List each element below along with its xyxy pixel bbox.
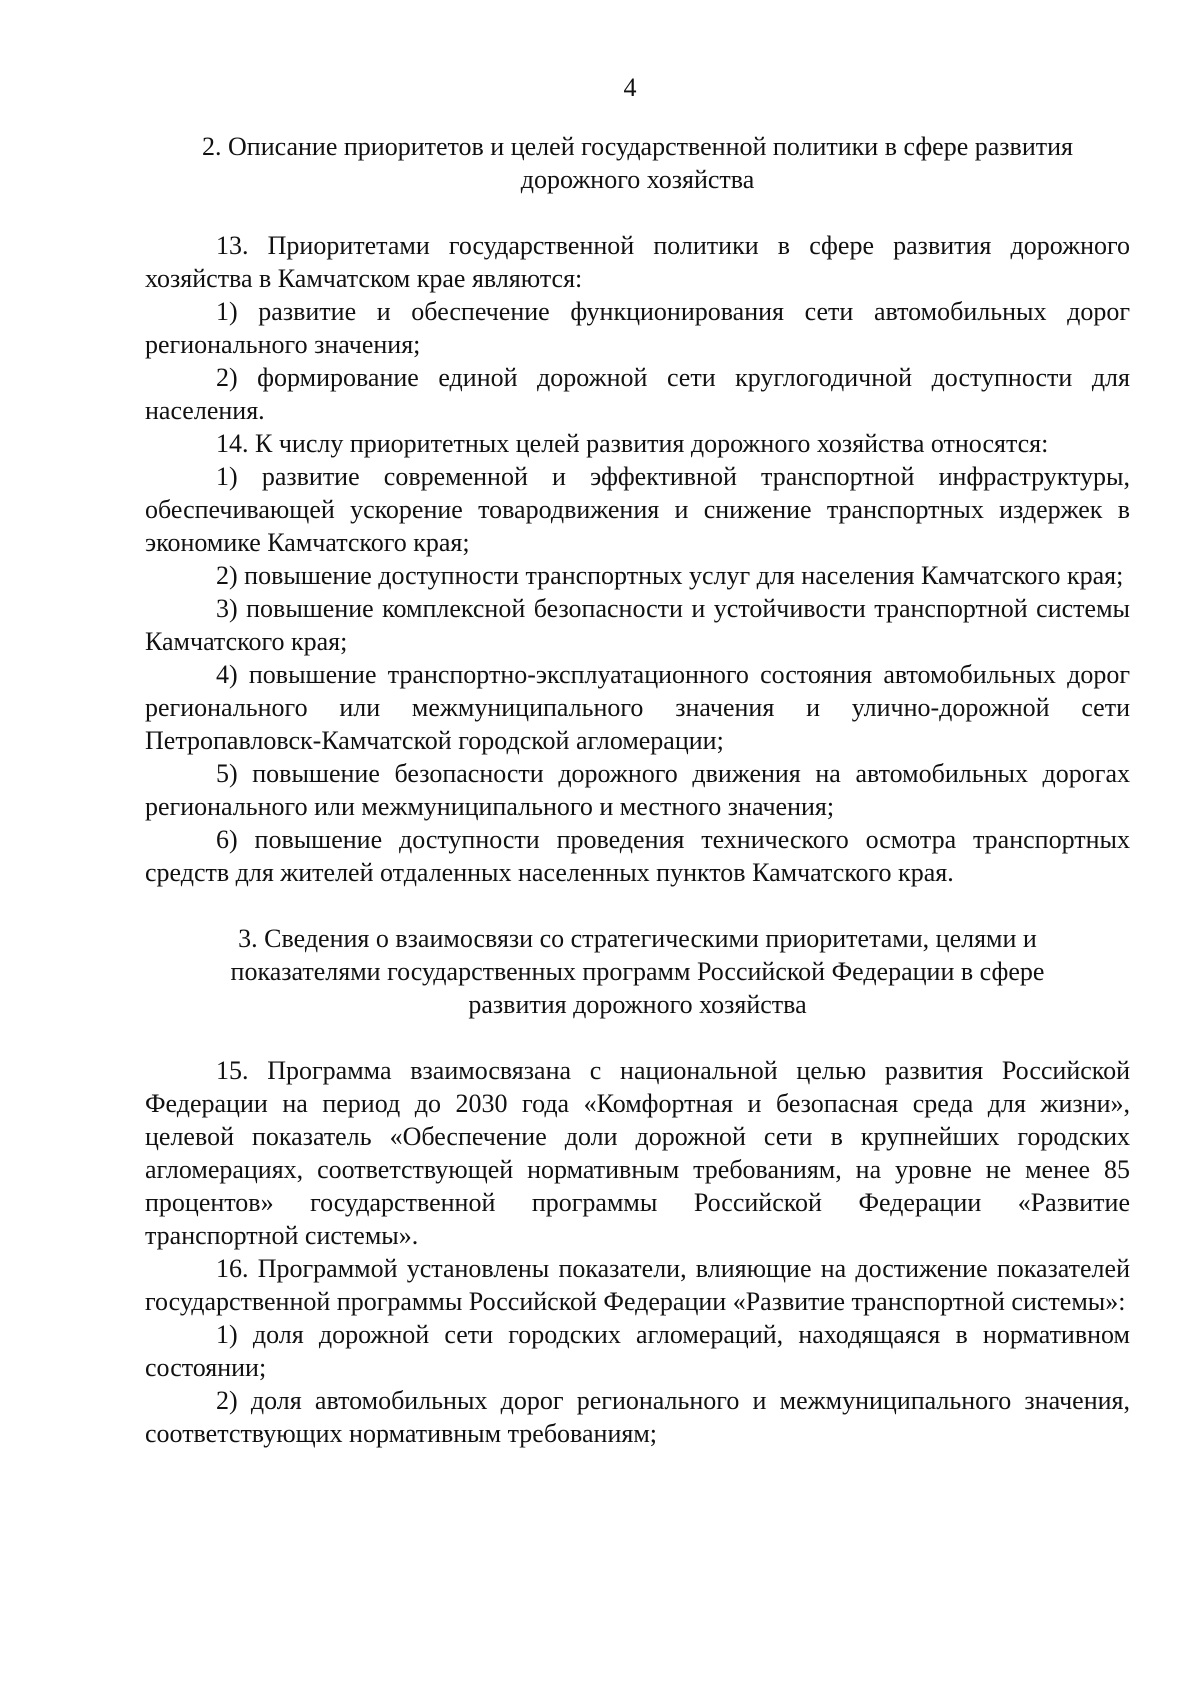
paragraph-14-item-4: 4) повышение транспортно-эксплуатационного состояния автомобильных дорог регионального или межмуниципального значения и улично-дорожной сети Петропавловск-Камчатской городской агломерации; xyxy=(145,660,1130,755)
section-3-heading-line: развития дорожного хозяйства xyxy=(468,990,807,1019)
section-2-heading-line: дорожного хозяйства xyxy=(520,165,755,194)
section-2-body xyxy=(145,229,1130,889)
paragraph-16-item-1: 1) доля дорожной сети городских агломераций, находящаяся в нормативном состоянии; xyxy=(145,1320,1130,1382)
paragraph-13-item-2: 2) формирование единой дорожной сети круглогодичной доступности для населения. xyxy=(145,363,1130,425)
paragraph-14-item-3: 3) повышение комплексной безопасности и устойчивости транспортной системы Камчатского края; xyxy=(145,594,1130,656)
paragraph-16-item-2: 2) доля автомобильных дорог регионального и межмуниципального значения, соответствующих нормативным требованиям; xyxy=(145,1386,1130,1448)
section-3-heading-line: показателями государственных программ Российской Федерации в сфере xyxy=(230,957,1045,986)
section-2-heading xyxy=(145,130,1130,196)
paragraph-16: 16. Программой установлены показатели, влияющие на достижение показателей государственной программы Российской Федерации «Развитие транспортной системы»: xyxy=(145,1254,1130,1316)
section-3-body xyxy=(145,1054,1130,1450)
paragraph-15: 15. Программа взаимосвязана с национальной целью развития Российской Федерации на период до 2030 года «Комфортная и безопасная среда для жизни», целевой показатель «Обеспечение доли дорожной сети в крупнейших городских агломерациях, соответствующей нормативным требованиям, на уровне не менее 85 процентов» государственной программы Российской Федерации «Развитие транспортной системы». xyxy=(145,1056,1130,1250)
paragraph-13: 13. Приоритетами государственной политики в сфере развития дорожного хозяйства в Камчатском крае являются: xyxy=(145,231,1130,293)
paragraph-14-item-2: 2) повышение доступности транспортных услуг для населения Камчатского края; xyxy=(216,561,1124,590)
spacer xyxy=(145,1021,1130,1054)
spacer xyxy=(145,889,1130,922)
page-number: 4 xyxy=(623,73,637,102)
document-body xyxy=(145,130,1130,1450)
paragraph-13-item-1: 1) развитие и обеспечение функционирования сети автомобильных дорог регионального значения; xyxy=(145,297,1130,359)
paragraph-14-item-5: 5) повышение безопасности дорожного движения на автомобильных дорогах регионального или межмуниципального и местного значения; xyxy=(145,759,1130,821)
paragraph-14-item-1: 1) развитие современной и эффективной транспортной инфраструктуры, обеспечивающей ускорение товародвижения и снижение транспортных издержек в экономике Камчатского края; xyxy=(145,462,1130,557)
section-2-heading-line: 2. Описание приоритетов и целей государственной политики в сфере развития xyxy=(202,132,1073,161)
section-3-heading-line: 3. Сведения о взаимосвязи со стратегическими приоритетами, целями и xyxy=(238,924,1037,953)
paragraph-14: 14. К числу приоритетных целей развития дорожного хозяйства относятся: xyxy=(216,429,1049,458)
section-3-heading xyxy=(145,922,1130,1021)
spacer xyxy=(145,196,1130,229)
paragraph-14-item-6: 6) повышение доступности проведения технического осмотра транспортных средств для жителей отдаленных населенных пунктов Камчатского края. xyxy=(145,825,1130,887)
